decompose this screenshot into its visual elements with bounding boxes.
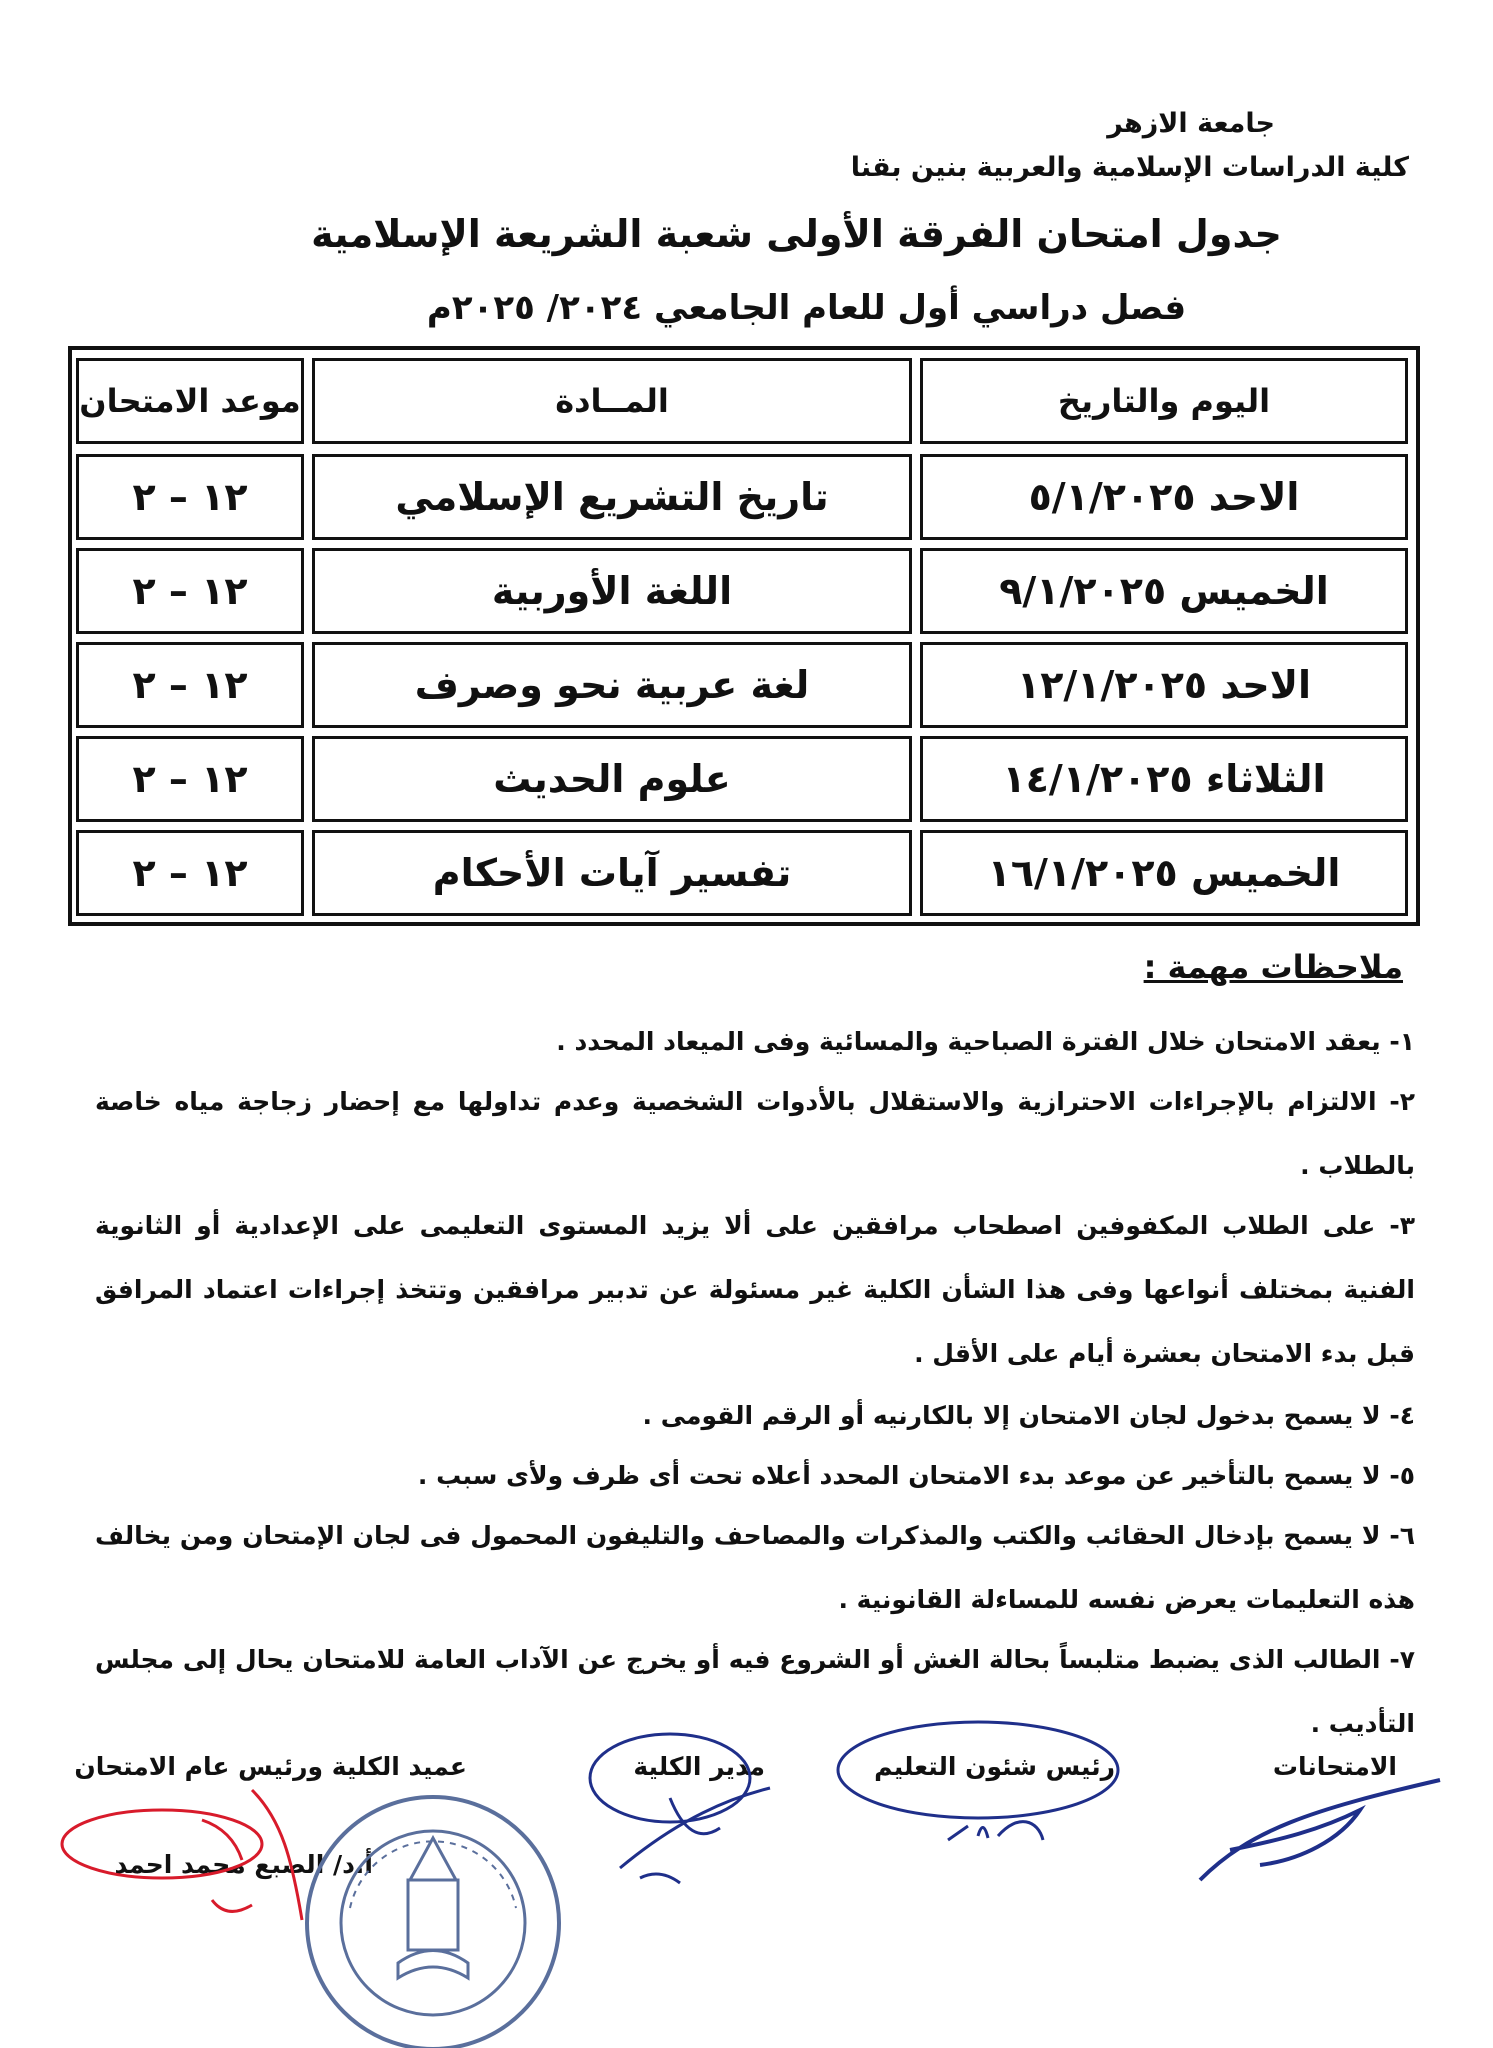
official-seal [298, 1788, 568, 2048]
header-subject: المــادة [312, 358, 912, 444]
row-2-day-date: الخميس ٩/١/٢٠٢٥ [920, 548, 1408, 634]
document-subtitle: فصل دراسي أول للعام الجامعي ٢٠٢٤/ ٢٠٢٥م [426, 288, 1187, 328]
row-5-time: ١٢ – ٢ [76, 830, 304, 916]
exam-schedule-table [68, 346, 1420, 926]
university-name: جامعة الازهر [1107, 108, 1275, 139]
row-5-day-date: الخميس ١٦/١/٢٠٢٥ [920, 830, 1408, 916]
row-2-time: ١٢ – ٢ [76, 548, 304, 634]
document-title: جدول امتحان الفرقة الأولى شعبة الشريعة الإسلامية [311, 212, 1282, 256]
education-head-signature-label: رئيس شئون التعليم [874, 1752, 1115, 1781]
faculty-manager-signature-label: مدير الكلية [633, 1752, 765, 1781]
note-7: ٧- الطالب الذى يضبط متلبساً بحالة الغش أو الشروع فيه أو يخرج عن الآداب العامة للامتحان يحال إلى مجلس التأديب . [95, 1645, 1415, 1738]
note-2: ٢- الالتزام بالإجراءات الاحترازية والاستقلال بالأدوات الشخصية وعدم تداولها مع إحضار زجاجة مياه خاصة بالطلاب . [95, 1087, 1415, 1180]
note-6: ٦- لا يسمح بإدخال الحقائب والكتب والمذكرات والمصاحف والتليفون المحمول فى لجان الإمتحان ومن يخالف هذه التعليمات يعرض نفسه للمساءلة القانونية . [95, 1521, 1415, 1614]
faculty-name: كلية الدراسات الإسلامية والعربية بنين بقنا [850, 152, 1409, 183]
row-3-subject: لغة عربية نحو وصرف [312, 642, 912, 728]
exams-signature-label: الامتحانات [1272, 1752, 1397, 1781]
row-1-subject: تاريخ التشريع الإسلامي [312, 454, 912, 540]
row-4-day-date: الثلاثاء ١٤/١/٢٠٢٥ [920, 736, 1408, 822]
row-5-subject: تفسير آيات الأحكام [312, 830, 912, 916]
note-4: ٤- لا يسمح بدخول لجان الامتحان إلا بالكارنيه أو الرقم القومى . [642, 1401, 1415, 1430]
exams-signature [1190, 1770, 1450, 1890]
dean-name: أ.د/ الضبع محمد احمد [114, 1850, 373, 1879]
row-3-day-date: الاحد ١٢/١/٢٠٢٥ [920, 642, 1408, 728]
row-4-time: ١٢ – ٢ [76, 736, 304, 822]
faculty-manager-signature [580, 1718, 810, 1898]
education-head-signature [828, 1708, 1128, 1858]
row-3-time: ١٢ – ٢ [76, 642, 304, 728]
note-3: ٣- على الطلاب المكفوفين اصطحاب مرافقين على ألا يزيد المستوى التعليمى على الإعدادية أو الثانوية الفنية بمختلف أنواعها وفى هذا الشأن الكلية غير مسئولة عن تدبير مرافقين وتتخذ إجراءات اعتماد المرافق قبل بدء الامتحان بعشرة أيام على الأقل . [95, 1211, 1415, 1368]
notes-title: ملاحظات مهمة : [1143, 948, 1403, 986]
row-1-day-date: الاحد ٥/١/٢٠٢٥ [920, 454, 1408, 540]
header-day-date: اليوم والتاريخ [920, 358, 1408, 444]
note-5: ٥- لا يسمح بالتأخير عن موعد بدء الامتحان المحدد أعلاه تحت أى ظرف ولأى سبب . [417, 1461, 1415, 1490]
note-1: ١- يعقد الامتحان خلال الفترة الصباحية والمسائية وفى الميعاد المحدد . [556, 1027, 1415, 1056]
row-2-subject: اللغة الأوربية [312, 548, 912, 634]
header-exam-time: موعد الامتحان [76, 358, 304, 444]
row-4-subject: علوم الحديث [312, 736, 912, 822]
row-1-time: ١٢ – ٢ [76, 454, 304, 540]
dean-signature-label: عميد الكلية ورئيس عام الامتحان [74, 1752, 467, 1781]
dean-signature-red [52, 1780, 332, 1930]
